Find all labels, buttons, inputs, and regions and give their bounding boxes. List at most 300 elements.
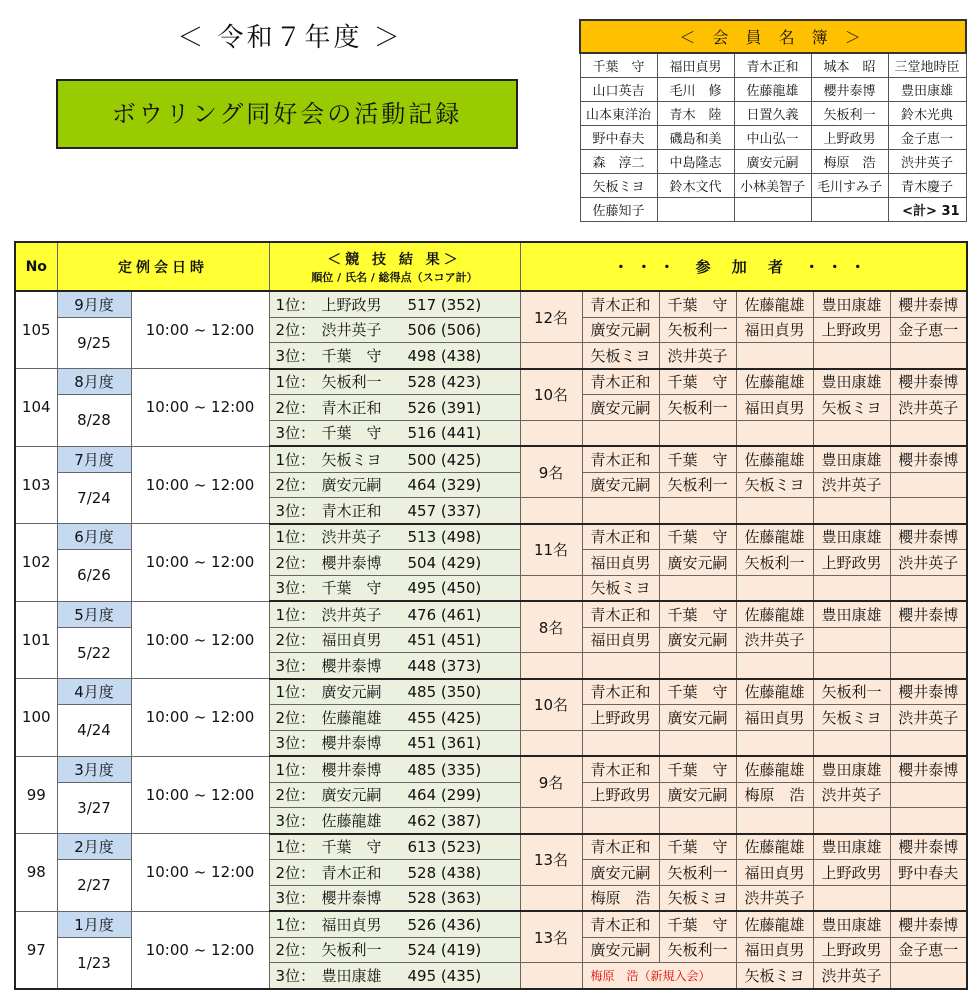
- participant-name: 櫻井泰博: [890, 834, 967, 860]
- participant-name: 矢板利一: [659, 860, 736, 886]
- member-name: 城本 昭: [811, 53, 888, 78]
- participant-name: 千葉 守: [659, 911, 736, 937]
- record-month: 5月度: [57, 601, 131, 627]
- participant-name: [813, 575, 890, 601]
- result-cell: [269, 575, 520, 601]
- record-date: 9/25: [57, 317, 131, 369]
- member-name: 鈴木光典: [888, 102, 966, 126]
- participant-name: [890, 885, 967, 911]
- participant-name: 佐藤龍雄: [736, 601, 813, 627]
- participant-name: [813, 498, 890, 524]
- result-cell: [269, 369, 520, 395]
- result-score: 500 (425): [407, 450, 482, 469]
- header-results-title: ＜競 技 結 果＞: [327, 251, 462, 268]
- participant-count-spacer: [520, 420, 582, 446]
- result-cell: [269, 524, 520, 550]
- record-date: 8/28: [57, 395, 131, 447]
- participant-count: 9名: [520, 756, 582, 808]
- record-month: 8月度: [57, 369, 131, 395]
- result-rank: 1位：: [275, 838, 316, 857]
- result-rank: 3位：: [275, 734, 316, 753]
- member-name: 櫻井泰博: [811, 78, 888, 102]
- record-row: [15, 679, 967, 705]
- participant-name: 豊田康雄: [813, 369, 890, 395]
- result-name: 櫻井泰博: [321, 553, 382, 572]
- participant-name: [582, 730, 659, 756]
- result-cell: [269, 653, 520, 679]
- result-score: 524 (419): [407, 941, 482, 960]
- header-results-sub: 順位 / 氏名 / 総得点（スコア計）: [311, 270, 478, 284]
- result-score: 448 (373): [407, 656, 482, 675]
- result-rank: 2位：: [275, 631, 316, 650]
- participant-name: 矢板利一: [659, 472, 736, 498]
- result-rank: 1位：: [275, 605, 316, 624]
- participant-name: 千葉 守: [659, 291, 736, 317]
- participant-name: 金子恵一: [890, 937, 967, 963]
- participant-name: 渋井英子: [890, 550, 967, 576]
- result-score: 506 (506): [407, 321, 482, 340]
- participant-name: [813, 420, 890, 446]
- participant-name: 櫻井泰博: [890, 911, 967, 937]
- participant-name: 豊田康雄: [813, 911, 890, 937]
- record-row: [15, 834, 967, 860]
- result-cell: [269, 860, 520, 886]
- result-cell: [269, 446, 520, 472]
- result-cell: [269, 343, 520, 369]
- result-rank: 1位：: [275, 295, 316, 314]
- result-name: 矢板ミヨ: [321, 450, 382, 469]
- participant-name: 千葉 守: [659, 679, 736, 705]
- participant-name: 廣安元嗣: [659, 627, 736, 653]
- member-name: [734, 198, 811, 222]
- result-name: 櫻井泰博: [321, 889, 382, 908]
- participant-name: 佐藤龍雄: [736, 911, 813, 937]
- participant-name: 矢板利一: [659, 317, 736, 343]
- record-row: [15, 291, 967, 317]
- participant-name: 佐藤龍雄: [736, 756, 813, 782]
- participant-name: 渋井英子: [813, 472, 890, 498]
- record-time: 10:00 ~ 12:00: [131, 369, 269, 447]
- participant-count: 9名: [520, 446, 582, 498]
- participant-name: [813, 808, 890, 834]
- result-rank: 3位：: [275, 811, 316, 830]
- participant-name: [582, 420, 659, 446]
- member-name: 金子恵一: [888, 126, 966, 150]
- result-name: 福田貞男: [321, 631, 382, 650]
- participant-count-spacer: [520, 963, 582, 989]
- participant-name: 廣安元嗣: [659, 550, 736, 576]
- result-rank: 1位：: [275, 450, 316, 469]
- result-name: 渋井英子: [321, 528, 382, 547]
- participant-count: 12名: [520, 291, 582, 343]
- participant-name: 野中春夫: [890, 860, 967, 886]
- result-score: 526 (391): [407, 398, 482, 417]
- member-name: 矢板ミヨ: [580, 174, 657, 198]
- participant-name: 佐藤龍雄: [736, 834, 813, 860]
- member-name: 青木慶子: [888, 174, 966, 198]
- record-row: [15, 756, 967, 782]
- result-name: 豊田康雄: [321, 966, 382, 985]
- participant-count: 13名: [520, 911, 582, 963]
- participant-name: 青木正和: [582, 601, 659, 627]
- result-score: 485 (350): [407, 683, 482, 702]
- participant-name: [659, 498, 736, 524]
- participant-name: 渋井英子: [736, 885, 813, 911]
- participant-name: [659, 730, 736, 756]
- participant-name: [736, 730, 813, 756]
- member-row: [580, 78, 966, 102]
- participant-name: 櫻井泰博: [890, 679, 967, 705]
- participant-name: 青木正和: [582, 369, 659, 395]
- participant-name: 渋井英子: [736, 627, 813, 653]
- result-name: 櫻井泰博: [321, 760, 382, 779]
- participant-name: 廣安元嗣: [582, 472, 659, 498]
- result-rank: 3位：: [275, 424, 316, 443]
- member-name: 佐藤知子: [580, 198, 657, 222]
- participant-name: 矢板ミヨ: [813, 705, 890, 731]
- result-cell: [269, 601, 520, 627]
- member-name: 山口英吉: [580, 78, 657, 102]
- result-rank: 2位：: [275, 476, 316, 495]
- record-row: [15, 601, 967, 627]
- participant-name: [813, 730, 890, 756]
- participant-count-spacer: [520, 343, 582, 369]
- result-rank: 1位：: [275, 683, 316, 702]
- participant-name: 矢板利一: [659, 395, 736, 421]
- participant-name: [890, 730, 967, 756]
- result-score: 613 (523): [407, 838, 482, 857]
- participant-name: [890, 808, 967, 834]
- result-cell: [269, 498, 520, 524]
- member-name: 福田貞男: [657, 53, 734, 78]
- member-name: 青木 陸: [657, 102, 734, 126]
- participant-name: [659, 575, 736, 601]
- record-date: 5/22: [57, 627, 131, 679]
- member-name: 日置久義: [734, 102, 811, 126]
- participant-name: 廣安元嗣: [582, 317, 659, 343]
- result-cell: [269, 317, 520, 343]
- participant-name: [890, 653, 967, 679]
- result-rank: 1位：: [275, 528, 316, 547]
- member-name: 佐藤龍雄: [734, 78, 811, 102]
- record-no: 104: [15, 369, 57, 447]
- member-row: [580, 53, 966, 78]
- result-cell: [269, 291, 520, 317]
- result-rank: 2位：: [275, 398, 316, 417]
- record-month: 3月度: [57, 756, 131, 782]
- member-name: 上野政男: [811, 126, 888, 150]
- participant-name: 廣安元嗣: [582, 937, 659, 963]
- record-row: [15, 446, 967, 472]
- participant-name: 渋井英子: [813, 782, 890, 808]
- record-no: 99: [15, 756, 57, 834]
- record-month: 9月度: [57, 291, 131, 317]
- result-cell: [269, 885, 520, 911]
- result-name: 廣安元嗣: [321, 683, 382, 702]
- record-no: 98: [15, 834, 57, 912]
- member-row: [580, 198, 966, 222]
- record-date: 4/24: [57, 705, 131, 757]
- participant-name: [813, 343, 890, 369]
- result-name: 千葉 守: [321, 838, 382, 857]
- result-cell: [269, 420, 520, 446]
- result-name: 廣安元嗣: [321, 786, 382, 805]
- participant-name: 上野政男: [582, 782, 659, 808]
- participant-name: [736, 653, 813, 679]
- participant-name: [890, 963, 967, 989]
- member-total: <計> 31: [888, 198, 966, 222]
- result-cell: [269, 756, 520, 782]
- result-score: 455 (425): [407, 708, 482, 727]
- member-name: 千葉 守: [580, 53, 657, 78]
- result-score: 495 (450): [407, 579, 482, 598]
- participant-name: [890, 627, 967, 653]
- participant-name: 青木正和: [582, 911, 659, 937]
- record-date: 3/27: [57, 782, 131, 834]
- result-name: 千葉 守: [321, 424, 382, 443]
- participant-name: 青木正和: [582, 291, 659, 317]
- result-name: 青木正和: [321, 863, 382, 882]
- participant-name: [890, 343, 967, 369]
- participant-name: 矢板ミヨ: [736, 963, 813, 989]
- participant-name: 福田貞男: [582, 550, 659, 576]
- result-name: 矢板利一: [321, 373, 382, 392]
- result-score: 464 (299): [407, 786, 482, 805]
- participant-name: [736, 575, 813, 601]
- result-name: 佐藤龍雄: [321, 708, 382, 727]
- participant-name: 廣安元嗣: [582, 395, 659, 421]
- participant-name: 豊田康雄: [813, 834, 890, 860]
- participant-count: 10名: [520, 369, 582, 421]
- record-date: 7/24: [57, 472, 131, 524]
- participant-name: 上野政男: [582, 705, 659, 731]
- result-cell: [269, 834, 520, 860]
- participant-count: 13名: [520, 834, 582, 886]
- member-name: 毛川 修: [657, 78, 734, 102]
- participant-note: 梅原 浩（新規入会）: [582, 963, 736, 989]
- record-row: [15, 911, 967, 937]
- record-time: 10:00 ~ 12:00: [131, 756, 269, 834]
- result-rank: 2位：: [275, 708, 316, 727]
- result-name: 櫻井泰博: [321, 734, 382, 753]
- participant-name: 矢板ミヨ: [659, 885, 736, 911]
- record-no: 103: [15, 446, 57, 524]
- member-name: 廣安元嗣: [734, 150, 811, 174]
- participant-name: [890, 420, 967, 446]
- participant-count-spacer: [520, 730, 582, 756]
- participant-name: 青木正和: [582, 834, 659, 860]
- result-score: 526 (436): [407, 915, 482, 934]
- header-participants: ・・・ 参 加 者 ・・・: [520, 242, 967, 291]
- member-name: 毛川すみ子: [811, 174, 888, 198]
- result-score: 498 (438): [407, 346, 482, 365]
- member-row: [580, 150, 966, 174]
- result-cell: [269, 472, 520, 498]
- participant-name: 廣安元嗣: [582, 860, 659, 886]
- records-header-row: [15, 242, 967, 291]
- result-name: 渋井英子: [321, 321, 382, 340]
- participant-name: 渋井英子: [659, 343, 736, 369]
- participant-name: 福田貞男: [582, 627, 659, 653]
- participant-name: 廣安元嗣: [659, 705, 736, 731]
- record-time: 10:00 ~ 12:00: [131, 291, 269, 369]
- member-name: [811, 198, 888, 222]
- participant-name: 櫻井泰博: [890, 369, 967, 395]
- result-rank: 3位：: [275, 966, 316, 985]
- result-cell: [269, 963, 520, 989]
- participant-count-spacer: [520, 575, 582, 601]
- activity-records-table: [14, 241, 968, 990]
- record-row: [15, 369, 967, 395]
- participant-name: 上野政男: [813, 860, 890, 886]
- participant-name: 上野政男: [813, 317, 890, 343]
- participant-name: [736, 498, 813, 524]
- member-name: 梅原 浩: [811, 150, 888, 174]
- participant-count: 8名: [520, 601, 582, 653]
- participant-name: 青木正和: [582, 679, 659, 705]
- participant-name: 千葉 守: [659, 756, 736, 782]
- member-name: 磯島和美: [657, 126, 734, 150]
- result-rank: 1位：: [275, 915, 316, 934]
- participant-name: [582, 808, 659, 834]
- result-score: 517 (352): [407, 295, 482, 314]
- participant-count: 11名: [520, 524, 582, 576]
- member-name: 矢板利一: [811, 102, 888, 126]
- result-score: 528 (363): [407, 889, 482, 908]
- header-no: No: [15, 242, 57, 291]
- participant-name: 千葉 守: [659, 524, 736, 550]
- record-time: 10:00 ~ 12:00: [131, 446, 269, 524]
- record-no: 100: [15, 679, 57, 757]
- result-name: 渋井英子: [321, 605, 382, 624]
- result-rank: 2位：: [275, 941, 316, 960]
- result-cell: [269, 782, 520, 808]
- participant-name: 櫻井泰博: [890, 756, 967, 782]
- participant-name: 廣安元嗣: [659, 782, 736, 808]
- participant-name: [890, 472, 967, 498]
- club-title: ボウリング同好会の活動記録: [56, 79, 518, 149]
- participant-count-spacer: [520, 808, 582, 834]
- participant-name: 櫻井泰博: [890, 524, 967, 550]
- participant-name: 福田貞男: [736, 395, 813, 421]
- record-time: 10:00 ~ 12:00: [131, 524, 269, 602]
- result-name: 矢板利一: [321, 941, 382, 960]
- member-name: 渋井英子: [888, 150, 966, 174]
- participant-name: [890, 575, 967, 601]
- header-datetime: 定例会日時: [57, 242, 269, 291]
- result-score: 451 (451): [407, 631, 482, 650]
- participant-name: [659, 653, 736, 679]
- participant-count-spacer: [520, 653, 582, 679]
- member-name: [657, 198, 734, 222]
- record-time: 10:00 ~ 12:00: [131, 679, 269, 757]
- participant-name: 豊田康雄: [813, 601, 890, 627]
- header-results: [269, 242, 520, 291]
- result-score: 485 (335): [407, 760, 482, 779]
- participant-name: 豊田康雄: [813, 446, 890, 472]
- result-rank: 2位：: [275, 553, 316, 572]
- member-name: 中山弘一: [734, 126, 811, 150]
- result-cell: [269, 808, 520, 834]
- participant-name: 櫻井泰博: [890, 601, 967, 627]
- member-roster-header: ＜ 会 員 名 簿 ＞: [580, 20, 966, 53]
- participant-name: 櫻井泰博: [890, 446, 967, 472]
- member-name: 中島隆志: [657, 150, 734, 174]
- record-no: 102: [15, 524, 57, 602]
- participant-name: 豊田康雄: [813, 524, 890, 550]
- result-name: 福田貞男: [321, 915, 382, 934]
- participant-name: 渋井英子: [813, 963, 890, 989]
- participant-name: [813, 653, 890, 679]
- result-rank: 3位：: [275, 346, 316, 365]
- participant-name: 豊田康雄: [813, 756, 890, 782]
- result-cell: [269, 395, 520, 421]
- result-cell: [269, 705, 520, 731]
- participant-name: [813, 627, 890, 653]
- participant-name: 矢板ミヨ: [813, 395, 890, 421]
- record-month: 7月度: [57, 446, 131, 472]
- record-time: 10:00 ~ 12:00: [131, 834, 269, 912]
- participant-name: [890, 782, 967, 808]
- result-rank: 3位：: [275, 501, 316, 520]
- member-row: [580, 102, 966, 126]
- participant-name: 佐藤龍雄: [736, 524, 813, 550]
- result-score: 462 (387): [407, 811, 482, 830]
- participant-name: 千葉 守: [659, 446, 736, 472]
- participant-count-spacer: [520, 885, 582, 911]
- participant-name: 矢板利一: [659, 937, 736, 963]
- result-name: 廣安元嗣: [321, 476, 382, 495]
- result-name: 千葉 守: [321, 579, 382, 598]
- participant-name: 渋井英子: [890, 705, 967, 731]
- participant-name: 福田貞男: [736, 317, 813, 343]
- participant-name: 佐藤龍雄: [736, 679, 813, 705]
- participant-count-spacer: [520, 498, 582, 524]
- participant-name: 青木正和: [582, 446, 659, 472]
- participant-name: [736, 343, 813, 369]
- result-score: 516 (441): [407, 424, 482, 443]
- record-no: 101: [15, 601, 57, 679]
- result-score: 528 (423): [407, 373, 482, 392]
- participant-name: 佐藤龍雄: [736, 446, 813, 472]
- participant-name: [659, 808, 736, 834]
- record-row: [15, 524, 967, 550]
- member-name: 山本東洋治: [580, 102, 657, 126]
- member-row: [580, 174, 966, 198]
- record-month: 1月度: [57, 911, 131, 937]
- participant-name: 櫻井泰博: [890, 291, 967, 317]
- participant-name: 青木正和: [582, 524, 659, 550]
- participant-name: 千葉 守: [659, 369, 736, 395]
- record-time: 10:00 ~ 12:00: [131, 911, 269, 989]
- participant-name: 渋井英子: [890, 395, 967, 421]
- result-cell: [269, 679, 520, 705]
- participant-name: 上野政男: [813, 550, 890, 576]
- result-rank: 2位：: [275, 321, 316, 340]
- participant-name: [582, 498, 659, 524]
- participant-name: [890, 498, 967, 524]
- result-score: 464 (329): [407, 476, 482, 495]
- result-rank: 2位：: [275, 863, 316, 882]
- result-name: 上野政男: [321, 295, 382, 314]
- participant-name: 青木正和: [582, 756, 659, 782]
- result-score: 451 (361): [407, 734, 482, 753]
- participant-name: 梅原 浩: [582, 885, 659, 911]
- participant-name: 矢板ミヨ: [582, 343, 659, 369]
- result-name: 佐藤龍雄: [321, 811, 382, 830]
- result-name: 青木正和: [321, 501, 382, 520]
- result-score: 495 (435): [407, 966, 482, 985]
